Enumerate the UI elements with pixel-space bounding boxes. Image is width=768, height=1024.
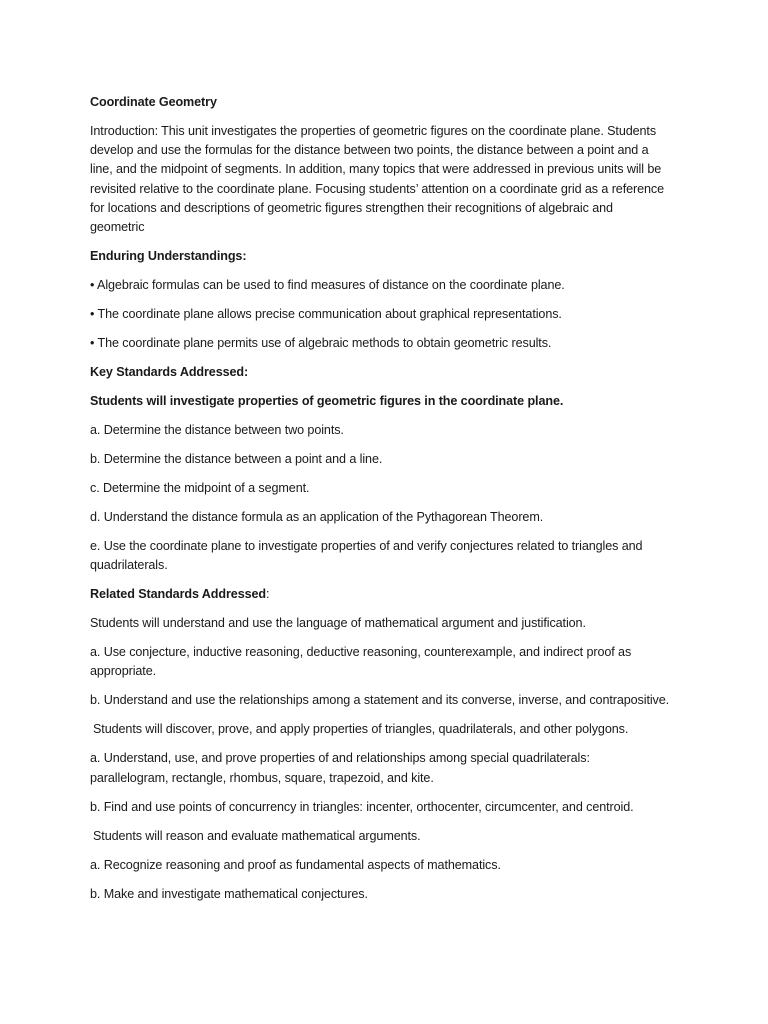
related-standard-statement: Students will reason and evaluate mathematical arguments. [93,828,421,843]
related-standards-colon: : [266,587,270,602]
document-title: Coordinate Geometry [90,95,217,109]
key-standard-item: c. Determine the midpoint of a segment. [90,481,310,496]
enduring-item: • The coordinate plane allows precise communication about graphical representations. [90,307,562,322]
key-standard-item: b. Determine the distance between a point and a line. [90,452,383,467]
key-standards-statement: Students will investigate properties of geometric figures in the coordinate plane. [90,394,564,409]
related-standard-item: b. Find and use points of concurrency in triangles: incenter, orthocenter, circumcenter, and centroid. [90,799,634,814]
related-standard-item: a. Understand, use, and prove properties of and relationships among special quadrilaterals: parallelogram, rectangle, rhombus, square, trapezoid, and kite. [90,751,590,785]
related-standards-heading-line [90,585,670,604]
related-standard-statement: Students will discover, prove, and apply properties of triangles, quadrilaterals, and other polygons. [93,722,629,737]
related-standard-item: a. Use conjecture, inductive reasoning, deductive reasoning, counterexample, and indirect proof as appropriate. [90,645,632,679]
related-standards-heading: Related Standards Addressed [90,587,266,602]
document-page [90,93,670,914]
key-standard-item: d. Understand the distance formula as an application of the Pythagorean Theorem. [90,510,544,525]
enduring-understandings-heading: Enduring Understandings: [90,249,247,264]
key-standards-heading: Key Standards Addressed: [90,365,249,380]
enduring-item: • Algebraic formulas can be used to find measures of distance on the coordinate plane. [90,278,565,293]
enduring-item: • The coordinate plane permits use of algebraic methods to obtain geometric results. [90,336,552,351]
introduction-paragraph: Introduction: This unit investigates the properties of geometric figures on the coordinate plane. Students develop and use the formulas for the distance between two points, the distance between a point and a line, and the midpoint of segments. In addition, many topics that were addressed in previous units will be revisited relative to the coordinate plane. Focusing students’ attention on a coordinate grid as a reference for locations and descriptions of geometric figures strengthen their recognitions of algebraic and geometric [90,124,664,235]
related-standard-item: a. Recognize reasoning and proof as fundamental aspects of mathematics. [90,857,501,872]
key-standard-item: e. Use the coordinate plane to investigate properties of and verify conjectures related to triangles and quadrilaterals. [90,539,643,573]
related-standard-item: b. Understand and use the relationships among a statement and its converse, inverse, and contrapositive. [90,693,670,708]
related-standard-statement: Students will understand and use the language of mathematical argument and justification. [90,616,586,631]
related-standard-item: b. Make and investigate mathematical conjectures. [90,886,368,901]
key-standard-item: a. Determine the distance between two points. [90,423,344,438]
